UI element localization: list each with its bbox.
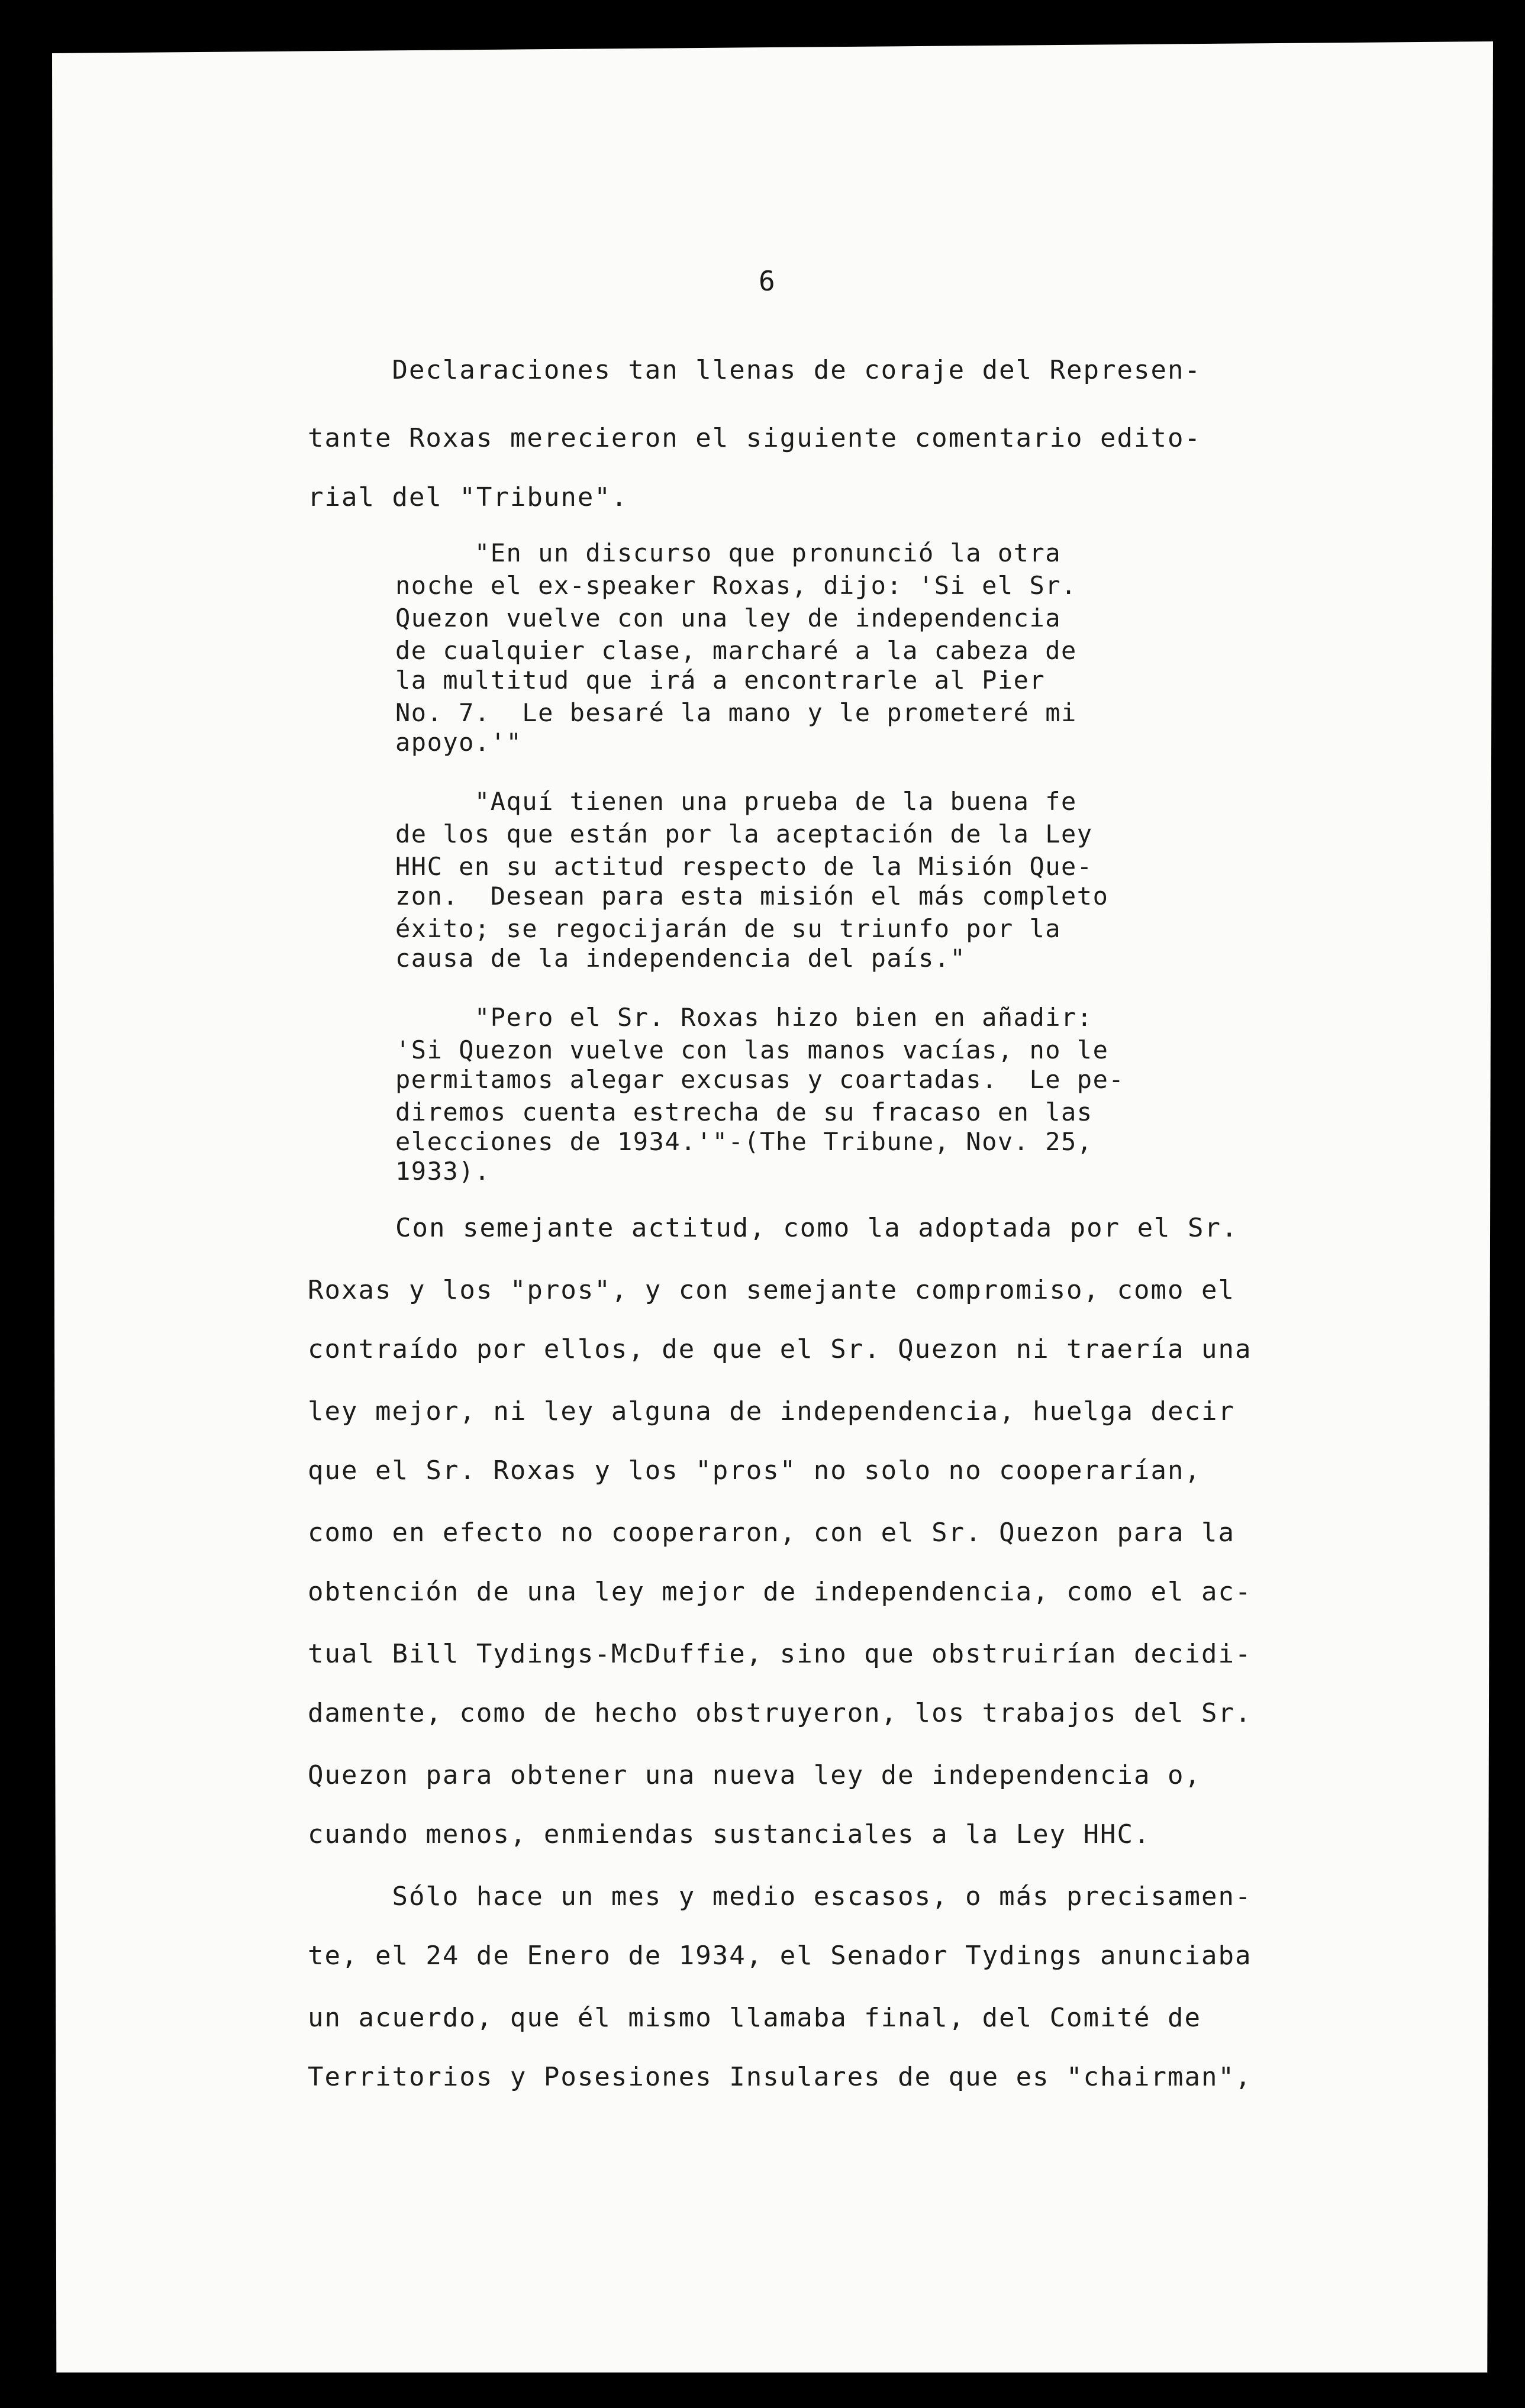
quote-line: HHC en su actitud respecto de la Misión Que- [395, 852, 1093, 881]
quote-line: Quezon vuelve con una ley de independencia [395, 603, 1062, 632]
quote-line: causa de la independencia del país." [395, 944, 966, 973]
paragraph-line: como en efecto no cooperaron, con el Sr. Quezon para la [308, 1518, 1235, 1548]
paragraph-line: Con semejante actitud, como la adoptada por el Sr. [395, 1213, 1239, 1243]
quote-line: elecciones de 1934.'"-(The Tribune, Nov. 25, [395, 1127, 1093, 1156]
paragraph-line: Sólo hace un mes y medio escasos, o más precisamen- [308, 1881, 1252, 1912]
paragraph-line: Territorios y Posesiones Insulares de que es "chairman", [308, 2062, 1252, 2092]
paragraph-line: te, el 24 de Enero de 1934, el Senador Tydings anunciaba [308, 1941, 1252, 1971]
paragraph-line: Declaraciones tan llenas de coraje del Represen- [308, 355, 1201, 385]
quote-line: diremos cuenta estrecha de su fracaso en las [395, 1098, 1093, 1126]
page-number: 6 [759, 265, 775, 297]
quote-line: de los que están por la aceptación de la Ley [395, 819, 1093, 848]
paragraph-line: que el Sr. Roxas y los "pros" no solo no cooperarían, [308, 1455, 1201, 1486]
paragraph-line: Roxas y los "pros", y con semejante compromiso, como el [308, 1275, 1235, 1305]
quote-line: "Pero el Sr. Roxas hizo bien en añadir: [395, 1003, 1093, 1032]
paragraph-line: Quezon para obtener una nueva ley de independencia o, [308, 1760, 1201, 1790]
quote-line: permitamos alegar excusas y coartadas. Le pe- [395, 1065, 1125, 1094]
paragraph-line: obtención de una ley mejor de independencia, como el ac- [308, 1577, 1252, 1607]
quote-line: "Aquí tienen una prueba de la buena fe [395, 787, 1077, 816]
quote-line: noche el ex-speaker Roxas, dijo: 'Si el Sr. [395, 571, 1077, 600]
paragraph-line: ley mejor, ni ley alguna de independencia, huelga decir [308, 1396, 1235, 1426]
quote-line: éxito; se regocijarán de su triunfo por la [395, 914, 1062, 943]
quote-line: 'Si Quezon vuelve con las manos vacías, no le [395, 1035, 1109, 1064]
quote-line: la multitud que irá a encontrarle al Pier [395, 666, 1046, 695]
paragraph-line: un acuerdo, que él mismo llamaba final, del Comité de [308, 2003, 1201, 2033]
quote-line: apoyo.'" [395, 728, 523, 757]
paragraph-line: rial del "Tribune". [308, 482, 628, 512]
quote-line: de cualquier clase, marcharé a la cabeza de [395, 636, 1077, 665]
paragraph-line: tual Bill Tydings-McDuffie, sino que obstruirían decidi- [308, 1639, 1252, 1669]
paragraph-line: tante Roxas merecieron el siguiente comentario edito- [308, 423, 1201, 453]
quote-line: "En un discurso que pronunció la otra [395, 538, 1062, 567]
quote-line: 1933). [395, 1157, 491, 1186]
paragraph-line: damente, como de hecho obstruyeron, los trabajos del Sr. [308, 1698, 1252, 1728]
quote-line: No. 7. Le besaré la mano y le prometeré mi [395, 698, 1077, 727]
paragraph-line: cuando menos, enmiendas sustanciales a la Ley HHC. [308, 1819, 1151, 1849]
paragraph-line: contraído por ellos, de que el Sr. Quezon ni traería una [308, 1334, 1252, 1364]
quote-line: zon. Desean para esta misión el más completo [395, 882, 1109, 911]
